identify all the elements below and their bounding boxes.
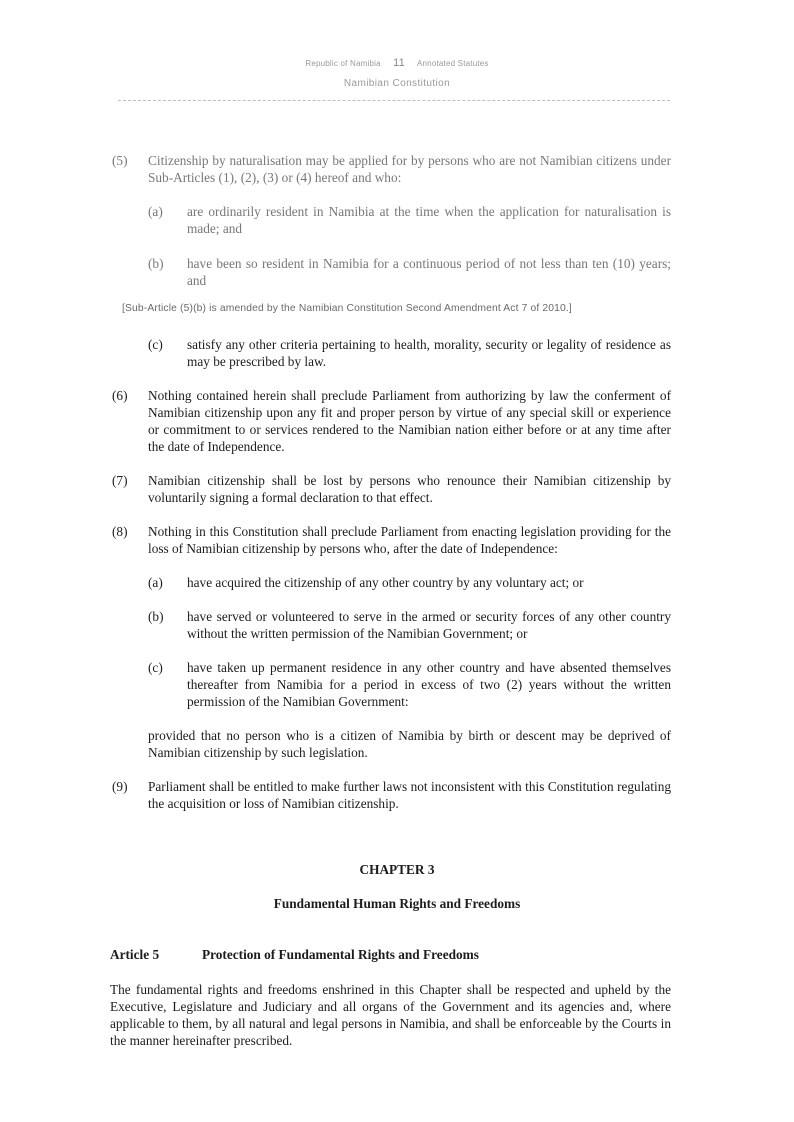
subarticle-number: (5) — [112, 153, 128, 168]
article-label: Article 5 — [110, 947, 160, 962]
subarticle-text: Namibian citizenship shall be lost by persons who renounce their Namibian citizenship by voluntarily signing a formal declaration to that effect. — [148, 473, 671, 505]
paragraph-text: satisfy any other criteria pertaining to health, morality, security or legality of residence as may be prescribed by law. — [187, 337, 671, 369]
proviso-text: provided that no person who is a citizen of Namibia by birth or descent may be deprived of Namibian citizenship by such legislation. — [148, 728, 671, 760]
subarticle-text: Nothing contained herein shall preclude Parliament from authorizing by law the conferment of Namibian citizenship upon any fit and proper person by virtue of any special skill or experience or commitment to or services rendered to the Namibian nation either before or at any time after the date of Independence. — [148, 388, 671, 454]
paragraph-number: (c) — [148, 660, 163, 675]
chapter-label: CHAPTER 3 — [359, 862, 435, 877]
paragraph-text: have taken up permanent residence in any other country and have absented themselves thereafter from Namibia for a period in excess of two (2) years without the written permission of the Namibian Government: — [187, 660, 671, 709]
chapter-title: Fundamental Human Rights and Freedoms — [273, 896, 521, 911]
header-divider — [118, 100, 670, 101]
paragraph-text: have served or volunteered to serve in the armed or security forces of any other country without the written permission of the Namibian Government; or — [187, 609, 671, 641]
header-subtitle: Namibian Constitution — [343, 78, 451, 89]
paragraph-text: have acquired the citizenship of any other country by any voluntary act; or — [187, 575, 584, 590]
article-body: The fundamental rights and freedoms enshrined in this Chapter shall be respected and upheld by the Executive, Legislature and Judiciary and all organs of the Government and its agencies and, where applicable to them, by all natural and legal persons in Namibia, and shall be enforceable by the Courts in the manner hereinafter prescribed. — [110, 982, 671, 1048]
paragraph-text: are ordinarily resident in Namibia at the time when the application for naturalisation is made; and — [187, 204, 671, 236]
subarticle-number: (6) — [112, 388, 128, 403]
paragraph-number: (b) — [148, 256, 164, 271]
article-title: Protection of Fundamental Rights and Freedoms — [202, 947, 479, 962]
paragraph-number: (c) — [148, 337, 163, 352]
page-number: 11 — [393, 57, 405, 69]
subarticle-text: Nothing in this Constitution shall preclude Parliament from enacting legislation providing for the loss of Namibian citizenship by persons who, after the date of Independence: — [148, 524, 671, 556]
subarticle-text: Citizenship by naturalisation may be applied for by persons who are not Namibian citizens under Sub-Articles (1), (2), (3) or (4) hereof and who: — [148, 153, 671, 185]
paragraph-number: (a) — [148, 204, 163, 219]
subarticle-number: (8) — [112, 524, 128, 539]
paragraph-text: have been so resident in Namibia for a continuous period of not less than ten (10) years; and — [187, 256, 671, 288]
amendment-note: [Sub-Article (5)(b) is amended by the Namibian Constitution Second Amendment Act 7 of 2010.] — [122, 303, 572, 314]
paragraph-number: (b) — [148, 609, 164, 624]
subarticle-number: (9) — [112, 779, 128, 794]
header-right: Annotated Statutes — [416, 59, 489, 68]
subarticle-number: (7) — [112, 473, 128, 488]
header-left: Republic of Namibia — [305, 59, 381, 68]
paragraph-number: (a) — [148, 575, 163, 590]
running-header — [0, 57, 794, 69]
subarticle-text: Parliament shall be entitled to make further laws not inconsistent with this Constitution regulating the acquisition or loss of Namibian citizenship. — [148, 779, 671, 811]
